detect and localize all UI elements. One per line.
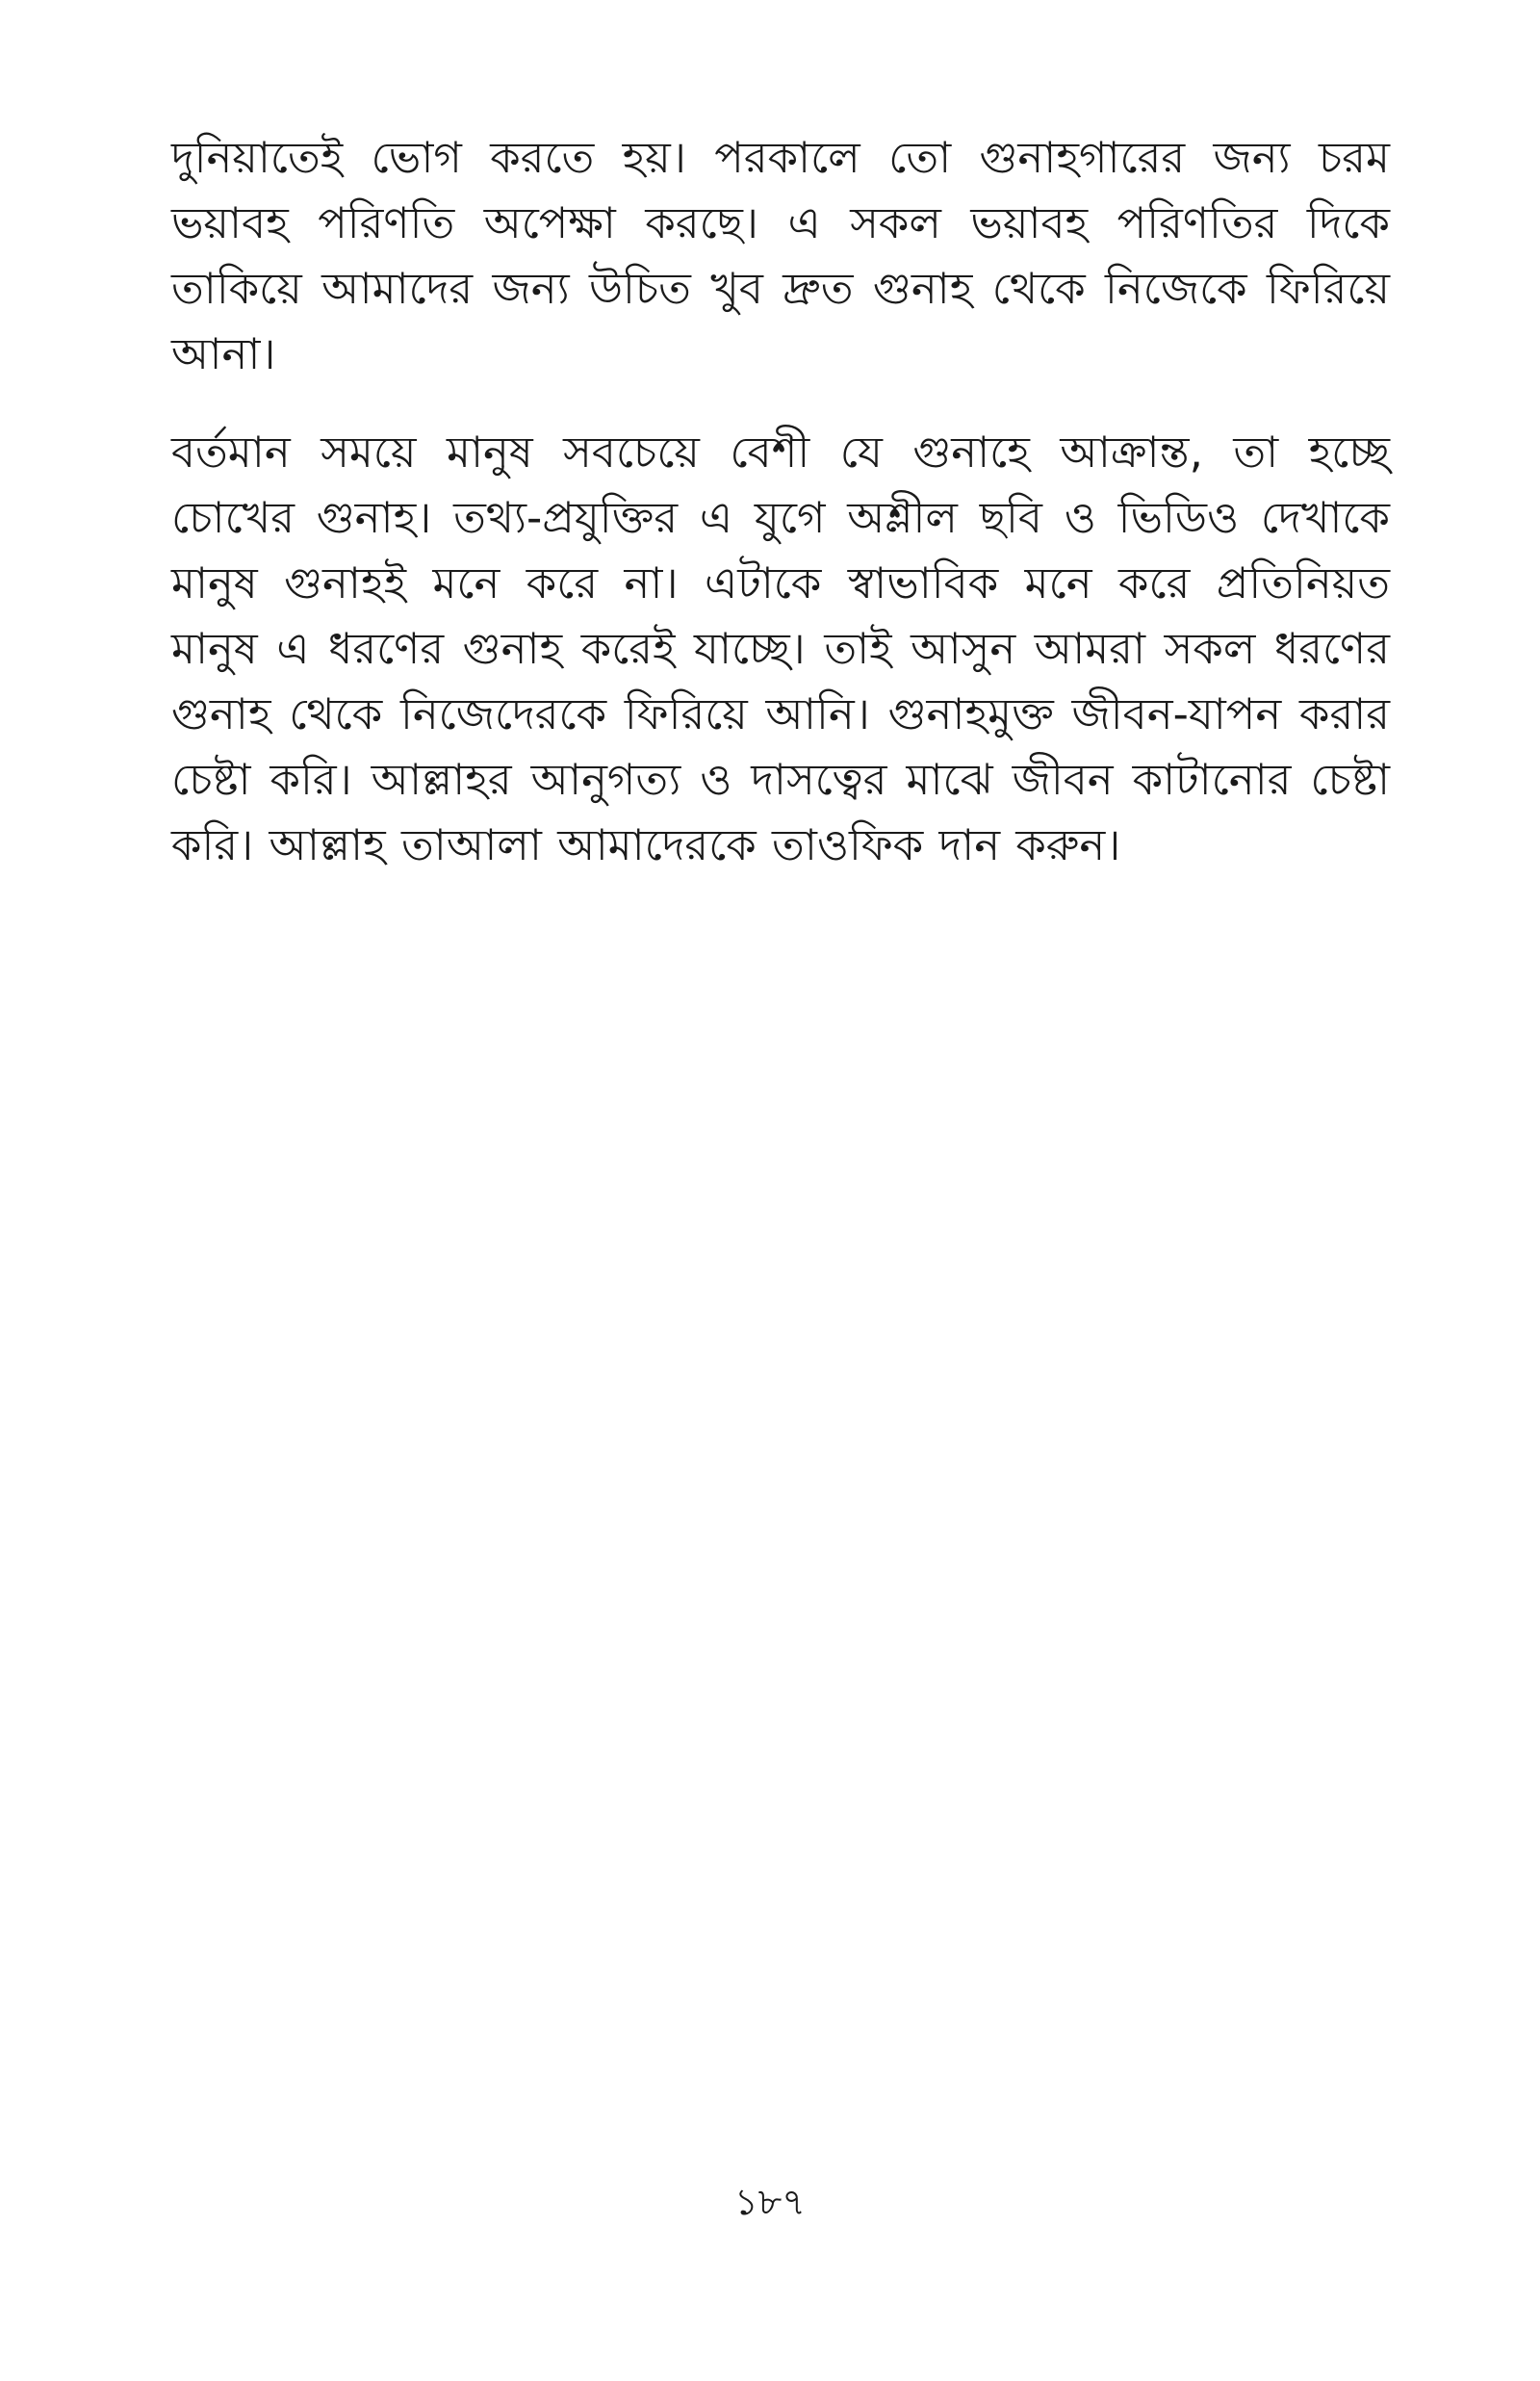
paragraph-1: দুনিয়াতেই ভোগ করতে হয়। পরকালে তো গুনাহগারের জন্য চরম ভয়াবহ পরিণতি অপেক্ষা করছে। এ সকল ভয়াবহ পরিণতির দিকে তাকিয়ে আমাদের জন্য উচিত খুব দ্রুত গুনাহ থেকে নিজেকে ফিরিয়ে আনা। — [171, 132, 1390, 379]
page-body — [171, 125, 1390, 911]
paragraph-2: বর্তমান সময়ে মানুষ সবচেয়ে বেশী যে গুনাহে আক্রান্ত, তা হচ্ছে চোখের গুনাহ। তথ্য-প্রযুক্তির এ যুগে অশ্লীল ছবি ও ভিডিও দেখাকে মানুষ গুনাহই মনে করে না। এটাকে স্বাভাবিক মনে করে প্রতিনিয়ত মানুষ এ ধরণের গুনাহ করেই যাচ্ছে। তাই আসুন আমরা সকল ধরণের গুনাহ থেকে নিজেদেরকে ফিরিয়ে আনি। গুনাহমুক্ত জীবন-যাপন করার চেষ্টা করি। আল্লাহর আনুগত্য ও দাসত্বের মাঝে জীবন কাটানোর চেষ্টা করি। আল্লাহ তাআলা আমাদেরকে তাওফিক দান করুন। — [171, 427, 1390, 870]
page-number: ১৮৭ — [733, 2181, 807, 2223]
